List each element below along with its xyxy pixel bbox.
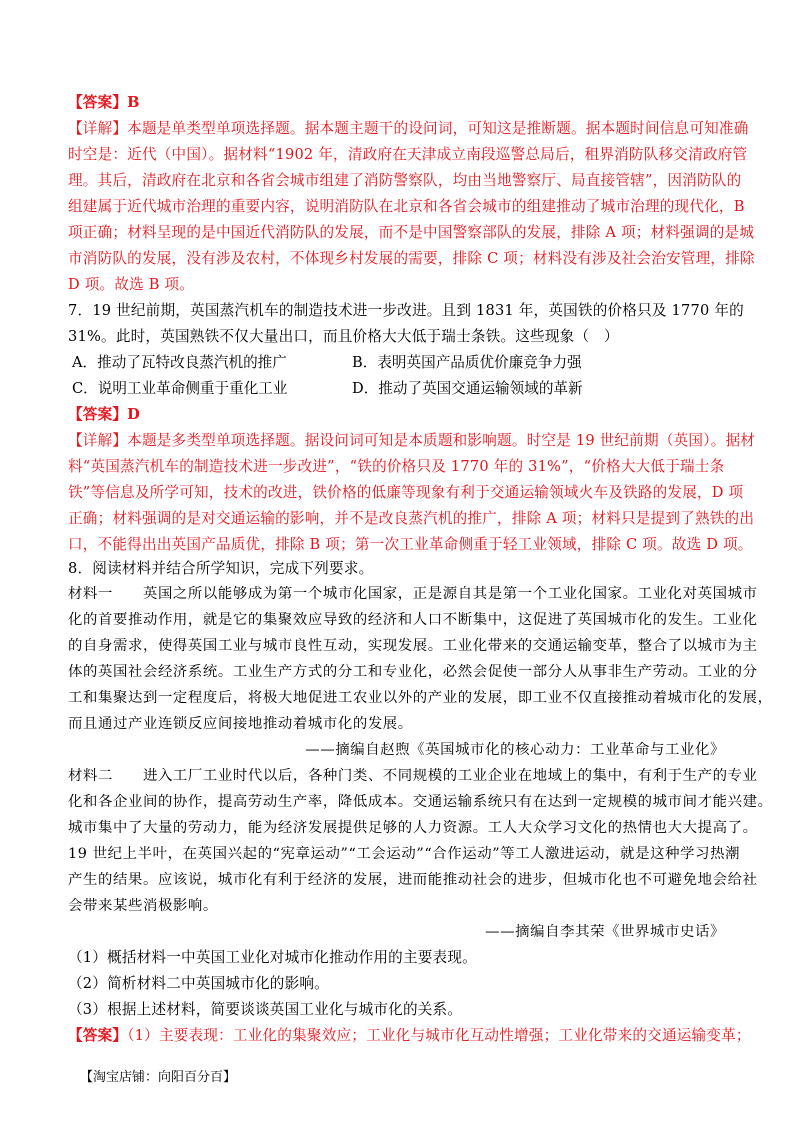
q8-answer [68,1023,751,1049]
q8-material2-source: ——摘编自李其荣《世界城市史话》 [485,924,725,940]
q7-detail-line: 正确；材料强调的是对交通运输的影响，并不是改良蒸汽机的推广，排除 A 项；材料只是提到了熟铁的出 [68,510,755,527]
q7-detail-line: 铁”等信息及所学可知，技术的改进，铁价格的低廉等现象有利于交通运输领域火车及铁路的发展，D 项 [68,484,744,501]
q6-detail-line: 【详解】本题是单类型单项选择题。据本题主题干的设问词，可知这是推断题。据本题时间信息可知准确 [68,120,749,137]
q6-detail-line: 组建属于近代城市治理的重要内容，说明消防队在北京和各省会城市的组建推动了城市治理的现代化，B [68,198,745,215]
q8-material2-line: 材料二 进入工厂工业时代以后，各种门类、不同规模的工业企业在地域上的集中，有利于生产的专业 [68,768,758,784]
q7-option-a: A．推动了瓦特改良蒸汽机的推广 [72,354,287,371]
q7-detail-line: 口，不能得出出英国产品质优，排除 B 项；第一次工业革命侧重于轻工业领域，排除 C 项。故选 D 项。 [68,536,753,553]
q8-material1-line: 而且通过产业连锁反应间接地推动着城市化的发展。 [68,716,413,732]
q8-material2-line: 会带来某些消极影响。 [68,898,218,914]
q8-material1-line: 化的首要推动作用，就是它的集聚效应导致的经济和人口不断集中，这促进了英国城市化的发生。工业化 [68,612,758,628]
q7-stem-line: 31%。此时，英国熟铁不仅大量出口，而且价格大大低于瑞士条铁。这些现象（ ） [68,328,619,345]
q6-detail-line: 市消防队的发展，没有涉及农村，不体现乡村发展的需要，排除 C 项；材料没有涉及社会治安管理，排除 [68,250,755,267]
q7-answer: 【答案】D [68,406,141,423]
q6-detail-line: 时空是：近代（中国）。据材料“1902 年，清政府在天津成立南段巡警总局后，租界消防队移交清政府管 [68,146,748,163]
q8-material2-line: 产生的结果。应该说，城市化有利于经济的发展，进而能推动社会的进步，但城市化也不可避免地会给社 [68,872,758,888]
q7-option-c: C．说明工业革命侧重于重化工业 [72,380,288,397]
q8-material1-source: ——摘编自赵煦《英国城市化的核心动力：工业革命与工业化》 [305,742,725,758]
q8-material1-line: 体的英国社会经济系统。工业生产方式的分工和专业化，必然会促使一部分人从事非生产劳动。工业的分 [68,664,758,680]
q6-answer: 【答案】B [68,94,140,111]
q8-material2-line: 化和各企业间的协作，提高劳动生产率，降低成本。交通运输系统只有在达到一定规模的城市间才能兴建。 [68,794,773,810]
q8-stem: 8．阅读材料并结合所学知识，完成下列要求。 [68,560,374,577]
q8-material1-line: 材料一 英国之所以能够成为第一个城市化国家，正是源自其是第一个工业化国家。工业化对英国城市 [68,586,758,602]
q6-detail-line: 项正确；材料呈现的是中国近代消防队的发展，而不是中国警察部队的发展，排除 A 项；材料强调的是城 [68,224,755,241]
q7-detail-line: 料“英国蒸汽机车的制造技术进一步改进”，“铁的价格只及 1770 年的 31%”，“价格大大低于瑞士条 [68,458,725,475]
q8-answer-text: （1）主要表现：工业化的集聚效应；工业化与城市化互动性增强；工业化带来的交通运输变革； [127,1027,751,1044]
q8-material1-line: 的自身需求，使得英国工业与城市良性互动，实现发展。工业化带来的交通运输变革，整合了以城市为主 [68,638,758,654]
q8-requirement: （1）概括材料一中英国工业化对城市化推动作用的主要表现。 [68,949,477,966]
q7-detail-line: 【详解】本题是多类型单项选择题。据设问词可知是本质题和影响题。时空是 19 世纪前期（英国）。据材 [68,432,756,449]
q8-material2-line: 城市集中了大量的劳动力，能为经济发展提供足够的人力资源。工人大众学习文化的热情也大大提高了。 [68,820,758,836]
q6-detail-line: 理。其后，清政府在北京和各省会城市组建了消防警察队，均由当地警察厅、局直接管辖”，因消防队的 [68,172,742,189]
q7-stem-line: 7．19 世纪前期，英国蒸汽机车的制造技术进一步改进。且到 1831 年，英国铁的价格只及 1770 年的 [68,302,744,319]
q7-option-b: B．表明英国产品质优价廉竞争力强 [352,354,582,371]
q7-option-d: D．推动了英国交通运输领域的革新 [352,380,583,397]
q8-requirement: （2）简析材料二中英国城市化的影响。 [68,975,329,992]
footer-shop-label: 【淘宝店铺：向阳百分百】 [80,1070,237,1085]
q8-material1-line: 工和集聚达到一定程度后，将极大地促进工农业以外的产业的发展，即工业不仅直接推动着城市化的发展， [68,690,773,706]
q8-answer-label: 【答案】 [68,1027,128,1044]
q8-material2-line: 19 世纪上半叶，在英国兴起的“宪章运动”“工会运动”“合作运动”等工人激进运动，就是这种学习热潮 [68,846,741,862]
q8-requirement: （3）根据上述材料，简要谈谈英国工业化与城市化的关系。 [68,1001,463,1018]
q6-detail-line: D 项。故选 B 项。 [68,276,195,293]
